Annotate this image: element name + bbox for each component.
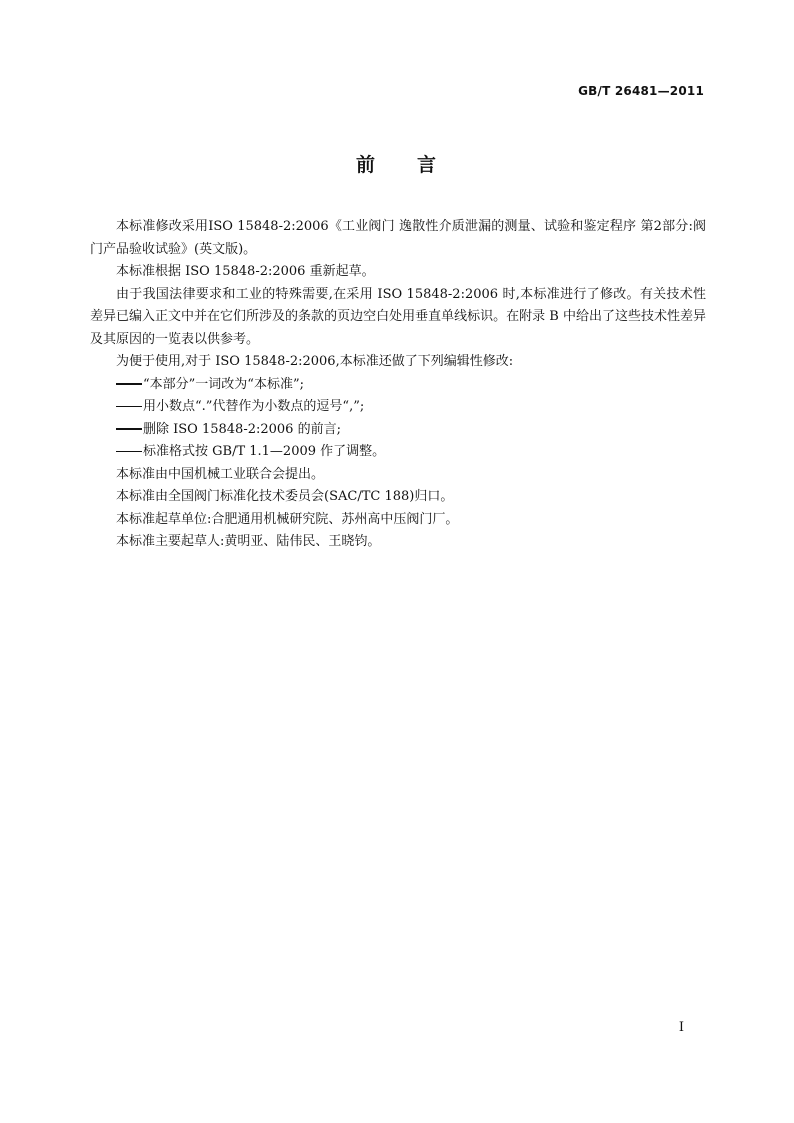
list-item: [90, 441, 706, 464]
title-char-1: 前: [355, 154, 377, 176]
standard-code: GB/T 26481—2011: [578, 84, 704, 98]
list-item-text: “本部分”一词改为“本标准”;: [143, 376, 304, 392]
dash-mark: [116, 406, 142, 408]
list-item: [90, 396, 706, 419]
paragraph-drafting-units: 本标准起草单位:合肥通用机械研究院、苏州高中压阀门厂。: [116, 511, 459, 527]
paragraph-drafters: 本标准主要起草人:黄明亚、陆伟民、王晓钧。: [116, 534, 381, 549]
page-number: I: [678, 1020, 684, 1035]
list-item-text: 删除 ISO 15848-2:2006 的前言;: [143, 421, 341, 437]
title-char-2: 言: [417, 154, 439, 176]
page-title: [0, 150, 794, 177]
dash-mark: [116, 428, 142, 430]
list-item-text: 用小数点“.”代替作为小数点的逗号“,”;: [143, 399, 365, 414]
paragraph-technical-committee: 本标准由全国阀门标准化技术委员会(SAC/TC 188)归口。: [116, 489, 454, 504]
dash-mark: [116, 383, 142, 385]
paragraph-modifications: 由于我国法律要求和工业的特殊需要,在采用 ISO 15848-2:2006 时,本标准进行了修改。有关技术性差异已编入正文中并在它们所涉及的条款的页边空白处用垂直单线标识。在附录 B 中给出了这些技术性差异及其原因的一览表以供参考。: [90, 286, 706, 347]
paragraph-editorial-intro: 为便于使用,对于 ISO 15848-2:2006,本标准还做了下列编辑性修改:: [116, 354, 514, 369]
paragraph-redrafted: 本标准根据 ISO 15848-2:2006 重新起草。: [116, 264, 375, 279]
dash-mark: [116, 451, 142, 453]
paragraph-adoption: 本标准修改采用ISO 15848-2:2006《工业阀门 逸散性介质泄漏的测量、试验和鉴定程序 第2部分:阀门产品验收试验》(英文版)。: [90, 219, 706, 257]
list-item: [90, 419, 706, 442]
list-item-text: 标准格式按 GB/T 1.1—2009 作了调整。: [143, 444, 386, 459]
foreword-body: [90, 216, 706, 554]
list-item: [90, 374, 706, 397]
paragraph-proposer: 本标准由中国机械工业联合会提出。: [116, 466, 325, 482]
